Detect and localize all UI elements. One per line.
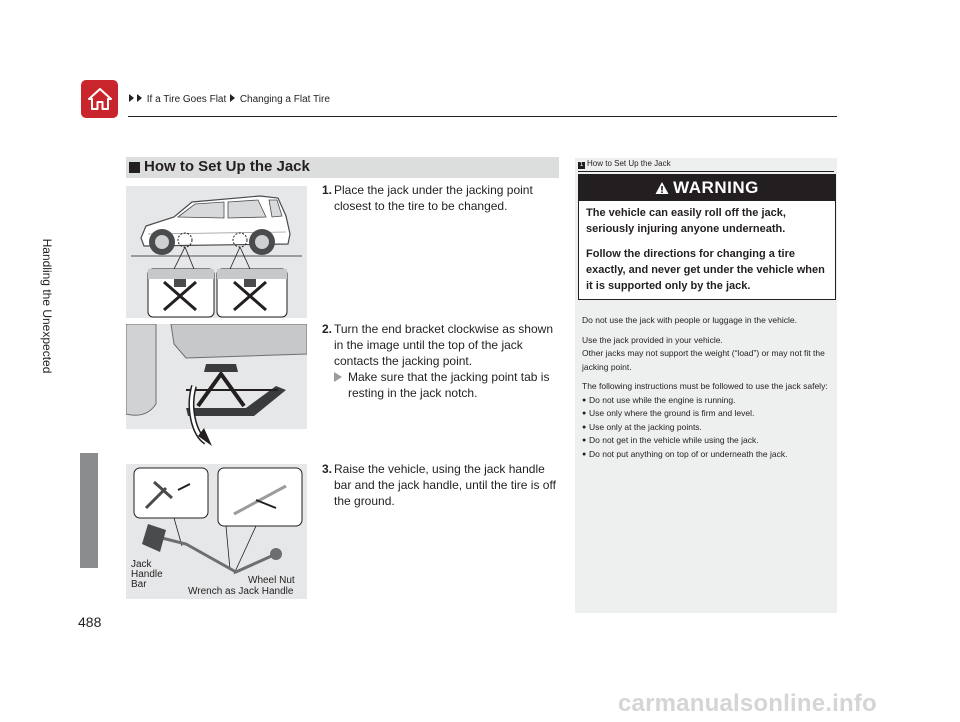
step-number: 3. [322, 462, 333, 476]
sidebar-title: How to Set Up the Jack [587, 159, 671, 168]
page-number: 488 [78, 614, 102, 630]
list-item: ● Use only where the ground is firm and level. [582, 407, 832, 421]
step-number: 2. [322, 322, 333, 336]
step-text: Raise the vehicle, using the jack handle bar and the jack handle, until the tire is off the ground. [334, 462, 556, 508]
breadcrumb-item[interactable]: Changing a Flat Tire [239, 94, 330, 105]
list-item: ● Do not get in the vehicle while using the jack. [582, 434, 832, 448]
header-rule [128, 116, 837, 117]
note-paragraph: The following instructions must be followed to use the jack safely: [582, 381, 828, 391]
car-jacking-points-image [126, 186, 307, 318]
step-2 [322, 321, 558, 401]
breadcrumb-item[interactable]: If a Tire Goes Flat [146, 94, 227, 105]
sub-arrow-icon [334, 372, 342, 382]
sidebar-heading [578, 159, 834, 172]
section-heading [126, 157, 559, 178]
warning-text [586, 205, 830, 303]
step-text: Place the jack under the jacking point closest to the tire to be changed. [334, 183, 533, 213]
warning-line: The vehicle can easily roll off the jack, seriously injuring anyone underneath. [586, 207, 786, 235]
watermark: carmanualsonline.info [618, 690, 877, 717]
chapter-tab[interactable] [80, 453, 98, 568]
warning-line: Follow the directions for changing a tire exactly, and never get under the vehicle when it is supported only by the jack. [586, 248, 825, 292]
warning-box [578, 174, 836, 300]
chapter-label-text: Handling the Unexpected [40, 238, 54, 374]
note-paragraph: Other jacks may not support the weight (“load”) or may not fit the jacking point. [582, 348, 825, 372]
list-item: ● Do not put anything on top of or underneath the jack. [582, 448, 832, 462]
section-square-icon [129, 162, 140, 173]
wrench-label: Wrench as Jack Handle [188, 586, 294, 597]
warning-header [579, 175, 835, 201]
home-icon [87, 87, 113, 111]
breadcrumb-arrow-icon [137, 94, 142, 102]
warning-label: WARNING [673, 178, 759, 197]
section-title: How to Set Up the Jack [144, 158, 310, 175]
step-1 [322, 182, 558, 214]
safety-list [582, 394, 832, 462]
ref-number-badge: 1 [579, 162, 584, 168]
jack-handle-bar-label [131, 560, 163, 590]
sidebar-body [582, 314, 832, 461]
step-number: 1. [322, 183, 333, 197]
list-item: ● Do not use while the engine is running. [582, 394, 832, 408]
list-item: ● Use only at the jacking points. [582, 421, 832, 435]
label-line: Jack [131, 559, 152, 570]
breadcrumb-arrow-icon [129, 94, 134, 102]
wheel-nut-label: Wheel Nut [248, 575, 295, 586]
breadcrumb-arrow-icon [230, 94, 235, 102]
note-paragraph: Do not use the jack with people or luggage in the vehicle. [582, 315, 797, 325]
breadcrumb [128, 94, 330, 105]
jack-bracket-image [126, 324, 307, 456]
warning-triangle-icon [655, 181, 669, 195]
step-text: Turn the end bracket clockwise as shown in the image until the top of the jack contacts the jacking point. [334, 322, 553, 368]
label-line: Handle [131, 569, 163, 580]
note-paragraph: Use the jack provided in your vehicle. [582, 334, 723, 345]
label-line: Bar [131, 579, 147, 590]
chapter-label [40, 96, 54, 516]
step-subnote: Make sure that the jacking point tab is resting in the jack notch. [348, 370, 550, 400]
home-button[interactable] [81, 80, 118, 118]
step-3 [322, 461, 558, 509]
